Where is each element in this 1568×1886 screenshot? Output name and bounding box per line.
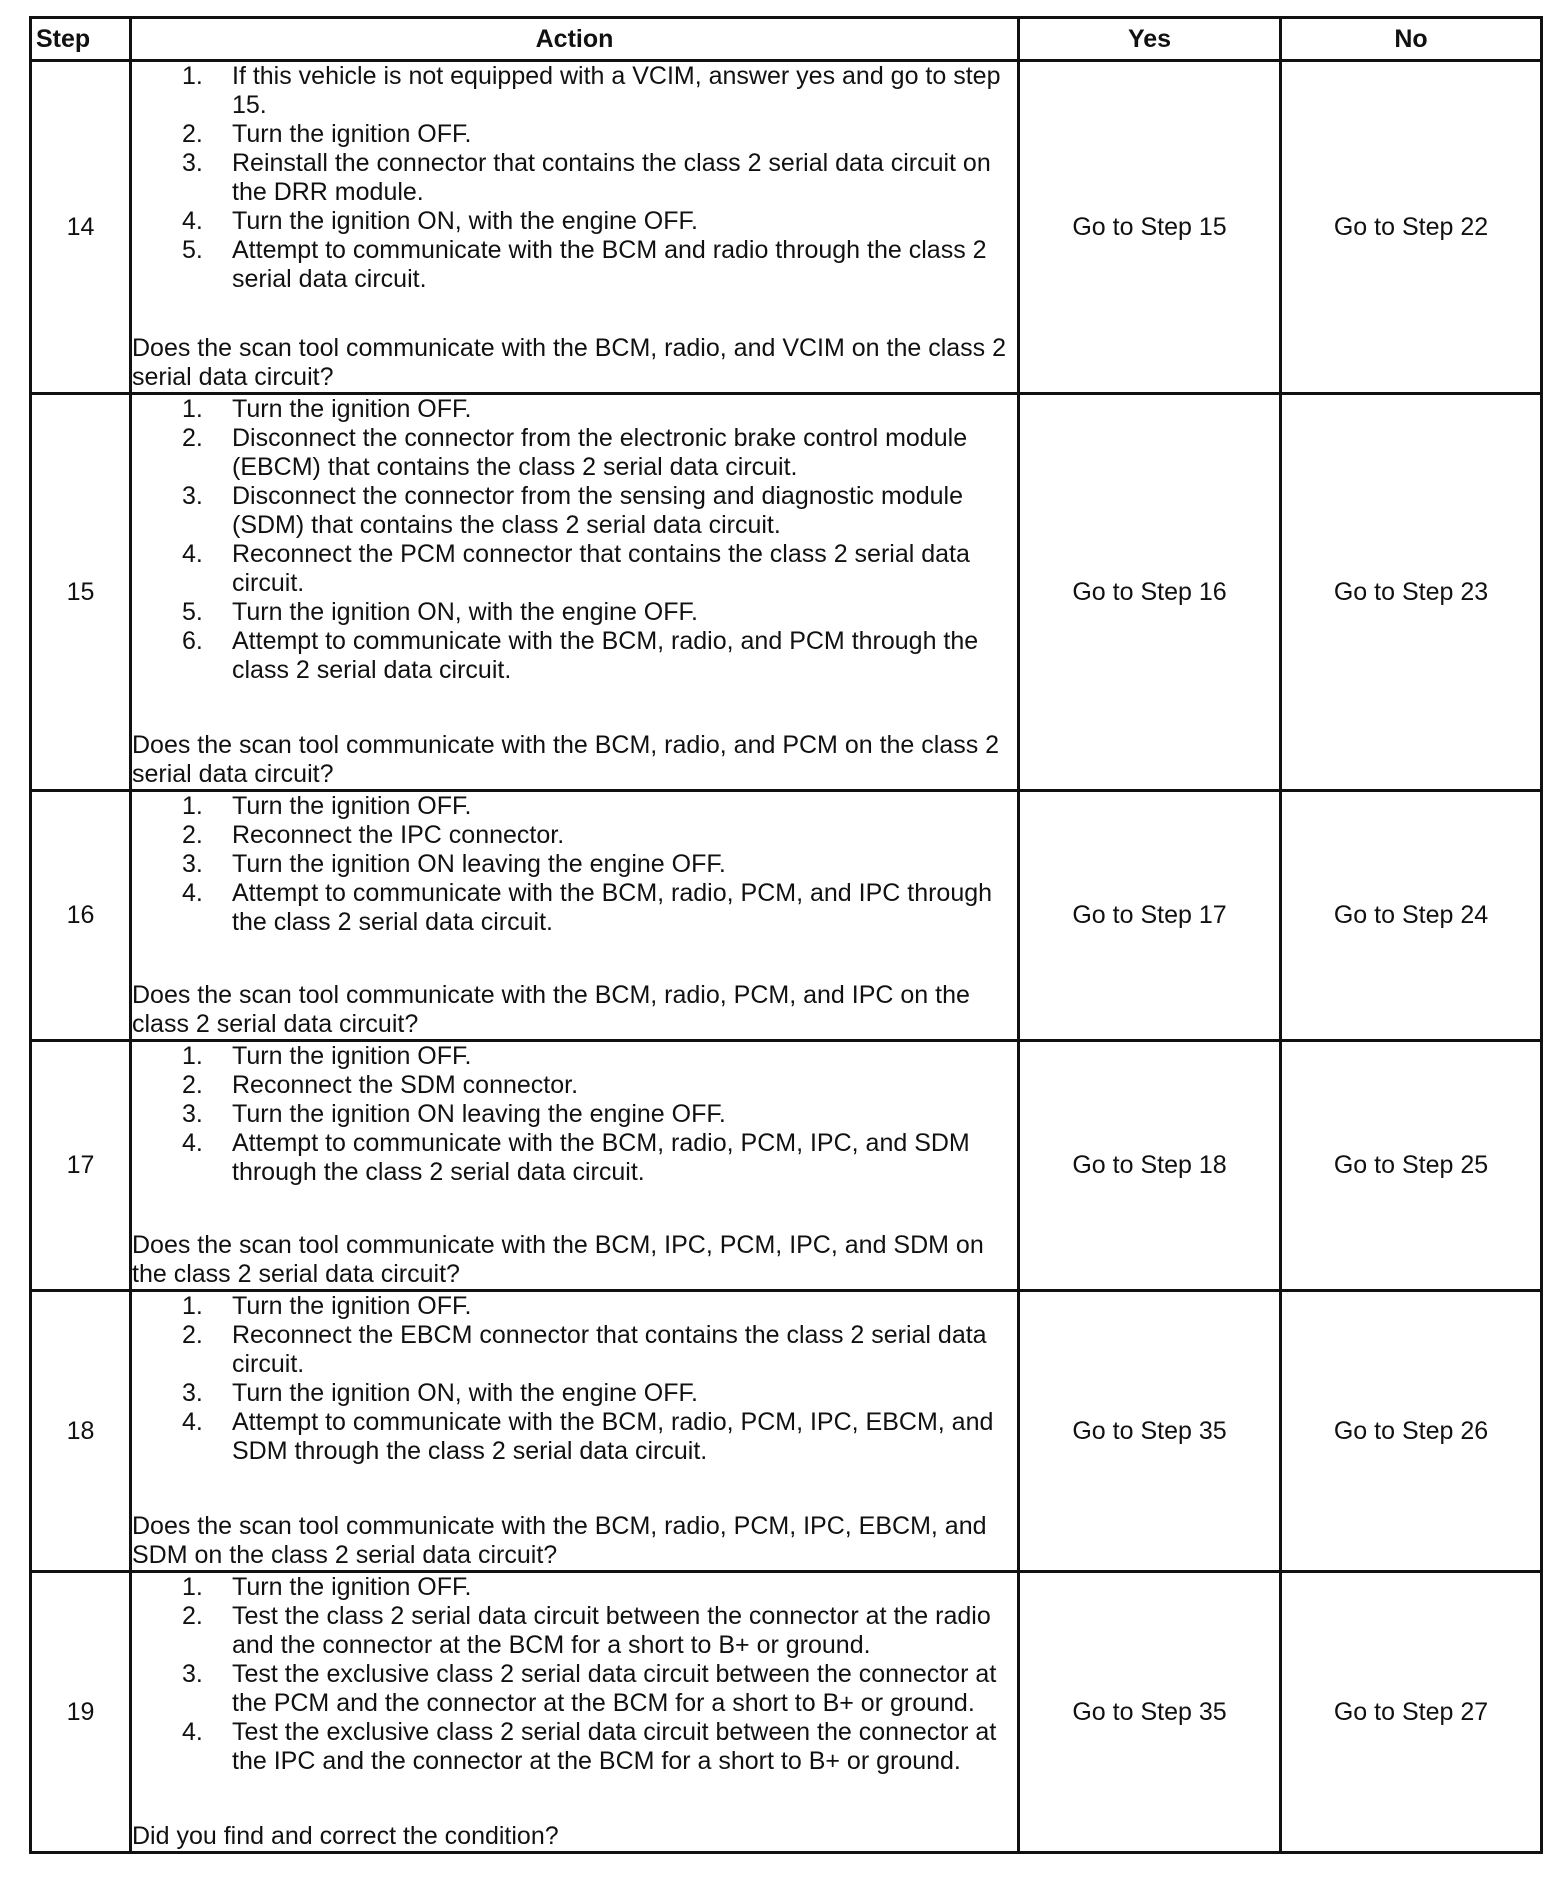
list-item-text: Reconnect the IPC connector. — [232, 821, 565, 849]
question-text: Does the scan tool communicate with the BCM, IPC, PCM, IPC, and SDM on the class 2 serial data circuit? — [132, 1231, 984, 1288]
list-item-text: Reconnect the PCM connector that contains the class 2 serial data circuit. — [232, 540, 970, 597]
list-item — [132, 1379, 1017, 1408]
action-list — [132, 1042, 1017, 1187]
step-number: 14 — [31, 61, 131, 394]
list-item-number: 3. — [182, 1100, 203, 1128]
list-item-number: 2. — [182, 1321, 203, 1349]
table-row — [31, 1572, 1542, 1853]
question-text: Does the scan tool communicate with the BCM, radio, PCM, and IPC on the class 2 serial data circuit? — [132, 981, 970, 1038]
no-result: Go to Step 22 — [1281, 61, 1542, 394]
list-item-text: Turn the ignition OFF. — [232, 1042, 472, 1070]
list-item-text: Turn the ignition OFF. — [232, 120, 472, 148]
list-item-text: Reinstall the connector that contains the class 2 serial data circuit on the DRR module. — [232, 149, 991, 206]
step-number: 19 — [31, 1572, 131, 1853]
list-item-text: Test the exclusive class 2 serial data circuit between the connector at the PCM and the connector at the BCM for a short to B+ or ground. — [232, 1660, 997, 1717]
action-cell — [131, 791, 1019, 1041]
list-item — [132, 1660, 1017, 1718]
action-list — [132, 395, 1017, 685]
list-item-number: 3. — [182, 149, 203, 177]
list-item — [132, 627, 1017, 685]
no-result: Go to Step 27 — [1281, 1572, 1542, 1853]
list-item-number: 1. — [182, 395, 203, 423]
list-item-text: If this vehicle is not equipped with a VCIM, answer yes and go to step 15. — [232, 62, 1001, 119]
list-item-number: 1. — [182, 1573, 203, 1601]
action-list — [132, 1573, 1017, 1776]
list-item — [132, 149, 1017, 207]
header-step: Step — [31, 18, 131, 61]
list-item — [132, 120, 1017, 149]
list-item-number: 5. — [182, 598, 203, 626]
list-item-text: Reconnect the EBCM connector that contains the class 2 serial data circuit. — [232, 1321, 987, 1378]
list-item-text: Disconnect the connector from the sensing and diagnostic module (SDM) that contains the class 2 serial data circuit. — [232, 482, 963, 539]
list-item-text: Reconnect the SDM connector. — [232, 1071, 579, 1099]
list-item-number: 2. — [182, 120, 203, 148]
list-item-number: 3. — [182, 850, 203, 878]
list-item — [132, 1321, 1017, 1379]
question-text: Does the scan tool communicate with the BCM, radio, PCM, IPC, EBCM, and SDM on the class 2 serial data circuit? — [132, 1512, 987, 1569]
step-number: 18 — [31, 1291, 131, 1572]
list-item — [132, 395, 1017, 424]
list-item — [132, 879, 1017, 937]
list-item-text: Turn the ignition ON, with the engine OFF. — [232, 207, 698, 235]
list-item — [132, 821, 1017, 850]
no-result: Go to Step 25 — [1281, 1041, 1542, 1291]
table-row — [31, 1291, 1542, 1572]
action-cell — [131, 61, 1019, 394]
list-item-number: 2. — [182, 424, 203, 452]
yes-result: Go to Step 35 — [1019, 1572, 1281, 1853]
list-item-number: 4. — [182, 1129, 203, 1157]
list-item — [132, 1042, 1017, 1071]
header-action: Action — [131, 18, 1019, 61]
table-row — [31, 791, 1542, 1041]
list-item-text: Turn the ignition ON, with the engine OFF. — [232, 1379, 698, 1407]
yes-result: Go to Step 35 — [1019, 1291, 1281, 1572]
list-item — [132, 1129, 1017, 1187]
no-result: Go to Step 23 — [1281, 394, 1542, 791]
yes-result: Go to Step 17 — [1019, 791, 1281, 1041]
list-item — [132, 1071, 1017, 1100]
question-text: Does the scan tool communicate with the BCM, radio, and PCM on the class 2 serial data circuit? — [132, 731, 1000, 788]
list-item-text: Turn the ignition OFF. — [232, 1292, 472, 1320]
diagnostic-table — [29, 16, 1543, 1854]
step-number: 15 — [31, 394, 131, 791]
list-item-text: Turn the ignition OFF. — [232, 1573, 472, 1601]
action-cell — [131, 394, 1019, 791]
list-item — [132, 207, 1017, 236]
action-list — [132, 1292, 1017, 1466]
list-item — [132, 850, 1017, 879]
list-item — [132, 540, 1017, 598]
list-item — [132, 1718, 1017, 1776]
question-text: Did you find and correct the condition? — [132, 1822, 559, 1850]
list-item — [132, 236, 1017, 294]
table-row — [31, 61, 1542, 394]
list-item-number: 2. — [182, 1071, 203, 1099]
list-item-number: 1. — [182, 1042, 203, 1070]
action-list — [132, 792, 1017, 937]
list-item-number: 6. — [182, 627, 203, 655]
action-list — [132, 62, 1017, 294]
question-text: Does the scan tool communicate with the BCM, radio, and VCIM on the class 2 serial data circuit? — [132, 334, 1007, 391]
list-item-number: 3. — [182, 482, 203, 510]
list-item-number: 1. — [182, 1292, 203, 1320]
list-item-text: Turn the ignition ON leaving the engine OFF. — [232, 850, 726, 878]
list-item-text: Turn the ignition ON, with the engine OFF. — [232, 598, 698, 626]
header-row — [31, 18, 1542, 61]
list-item — [132, 1292, 1017, 1321]
action-cell — [131, 1041, 1019, 1291]
list-item — [132, 424, 1017, 482]
list-item-text: Test the exclusive class 2 serial data circuit between the connector at the IPC and the connector at the BCM for a short to B+ or ground. — [232, 1718, 997, 1775]
list-item-number: 4. — [182, 1718, 203, 1746]
list-item — [132, 1408, 1017, 1466]
list-item-number: 1. — [182, 792, 203, 820]
list-item-text: Attempt to communicate with the BCM, radio, PCM, and IPC through the class 2 serial data circuit. — [232, 879, 993, 936]
list-item-text: Attempt to communicate with the BCM, radio, and PCM through the class 2 serial data circuit. — [232, 627, 979, 684]
table-row — [31, 394, 1542, 791]
list-item-text: Test the class 2 serial data circuit between the connector at the radio and the connector at the BCM for a short to B+ or ground. — [232, 1602, 991, 1659]
list-item-number: 5. — [182, 236, 203, 264]
list-item-number: 4. — [182, 540, 203, 568]
list-item — [132, 1602, 1017, 1660]
step-number: 16 — [31, 791, 131, 1041]
list-item — [132, 1573, 1017, 1602]
list-item — [132, 598, 1017, 627]
table-row — [31, 1041, 1542, 1291]
list-item-number: 2. — [182, 821, 203, 849]
list-item-number: 4. — [182, 879, 203, 907]
list-item-text: Turn the ignition OFF. — [232, 395, 472, 423]
list-item-text: Turn the ignition OFF. — [232, 792, 472, 820]
list-item-text: Disconnect the connector from the electronic brake control module (EBCM) that contains the class 2 serial data circuit. — [232, 424, 968, 481]
list-item-number: 2. — [182, 1602, 203, 1630]
list-item — [132, 1100, 1017, 1129]
list-item-text: Attempt to communicate with the BCM, radio, PCM, IPC, EBCM, and SDM through the class 2 serial data circuit. — [232, 1408, 994, 1465]
list-item-number: 4. — [182, 207, 203, 235]
list-item — [132, 792, 1017, 821]
no-result: Go to Step 24 — [1281, 791, 1542, 1041]
list-item — [132, 62, 1017, 120]
list-item-text: Attempt to communicate with the BCM, radio, PCM, IPC, and SDM through the class 2 serial data circuit. — [232, 1129, 970, 1186]
list-item-number: 4. — [182, 1408, 203, 1436]
yes-result: Go to Step 18 — [1019, 1041, 1281, 1291]
action-cell — [131, 1572, 1019, 1853]
step-number: 17 — [31, 1041, 131, 1291]
list-item-text: Turn the ignition ON leaving the engine OFF. — [232, 1100, 726, 1128]
list-item — [132, 482, 1017, 540]
header-yes: Yes — [1019, 18, 1281, 61]
action-cell — [131, 1291, 1019, 1572]
list-item-number: 3. — [182, 1660, 203, 1688]
no-result: Go to Step 26 — [1281, 1291, 1542, 1572]
header-no: No — [1281, 18, 1542, 61]
list-item-number: 1. — [182, 62, 203, 90]
yes-result: Go to Step 16 — [1019, 394, 1281, 791]
yes-result: Go to Step 15 — [1019, 61, 1281, 394]
list-item-text: Attempt to communicate with the BCM and radio through the class 2 serial data circuit. — [232, 236, 987, 293]
list-item-number: 3. — [182, 1379, 203, 1407]
